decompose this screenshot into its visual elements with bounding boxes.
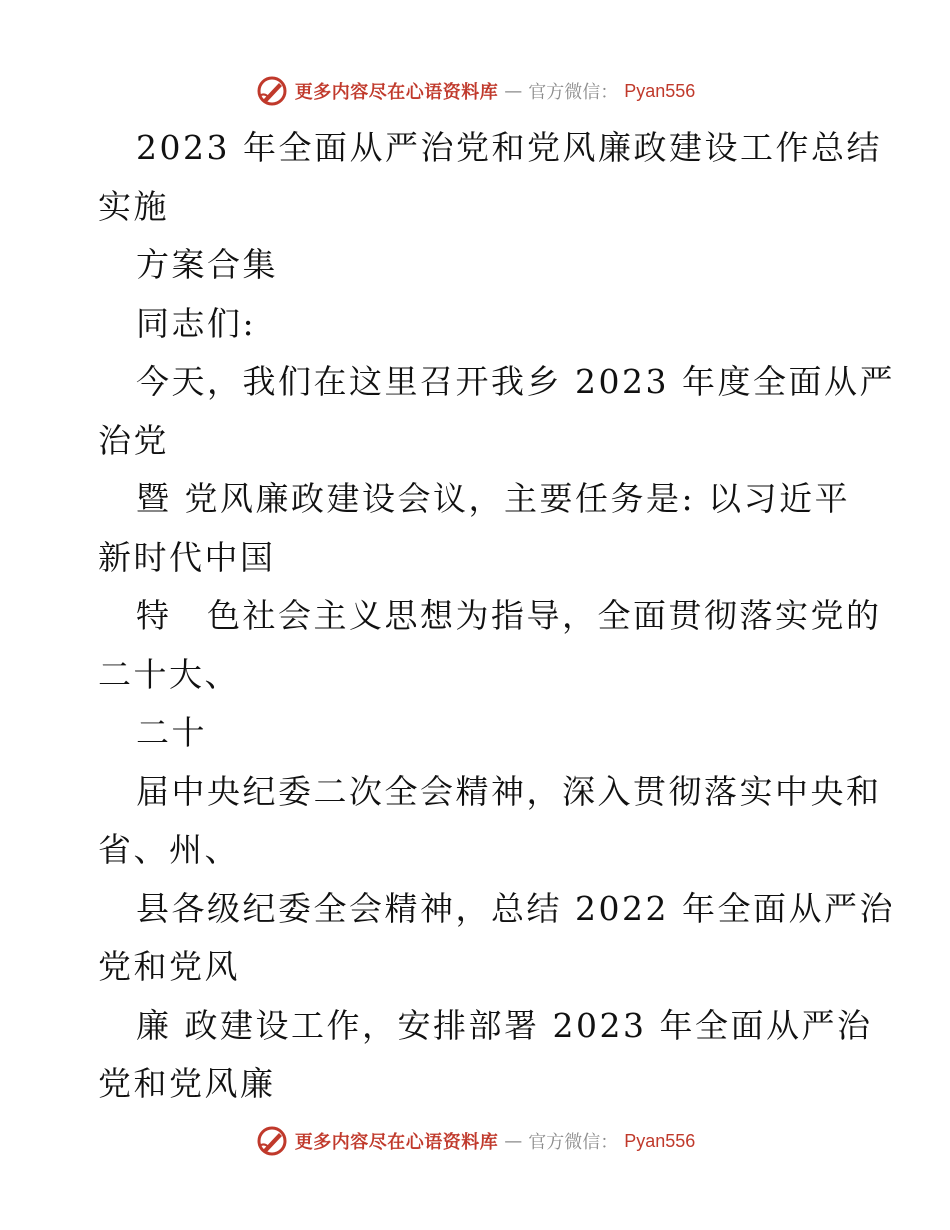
body-line: 方案合集: [136, 245, 278, 284]
body-line: 二十大、: [98, 654, 240, 694]
watermark-brand: 更多内容尽在心语资料库: [294, 1132, 499, 1153]
body-line: 廉 政建设工作，安排部署 2023 年全面从严治: [136, 1005, 873, 1045]
body-line: 党和党风: [98, 947, 240, 986]
body-line: 治党: [98, 420, 169, 460]
body-line: 今天，我们在这里召开我乡 2023 年度全面从严: [136, 362, 895, 401]
body-line: 特 色社会主义思想为指导，全面贯彻落实党的: [136, 596, 882, 635]
watermark-id: Pyan556: [624, 80, 696, 101]
body-line: 新时代中国: [98, 537, 276, 577]
pen-circle-icon: [255, 1124, 289, 1158]
body-line: 届中央纪委二次全会精神，深入贯彻落实中央和: [136, 771, 882, 811]
salutation: 同志们:: [136, 303, 257, 343]
watermark-brand: 更多内容尽在心语资料库: [294, 82, 499, 103]
watermark-id: Pyan556: [624, 1130, 696, 1151]
document-body: [98, 119, 895, 1114]
body-line: 实施: [98, 186, 169, 226]
document-title: 2023 年全面从严治党和党风廉政建设工作总结: [136, 128, 882, 167]
body-line: 党和党风廉: [98, 1064, 276, 1103]
watermark-dash: —: [504, 80, 523, 102]
header-watermark: [0, 71, 950, 111]
pen-circle-icon: [255, 74, 289, 108]
watermark-dash: —: [504, 1130, 523, 1152]
body-line: 暨 党风廉政建设会议，主要任务是: 以习近平: [136, 479, 851, 518]
watermark-label: 官方微信：: [528, 1132, 619, 1153]
body-line: 二十: [136, 713, 207, 752]
watermark-label: 官方微信：: [528, 82, 619, 103]
body-line: 县各级纪委全会精神，总结 2022 年全面从严治: [136, 888, 895, 928]
body-line: 省、州、: [98, 830, 240, 869]
footer-watermark: [0, 1121, 950, 1161]
